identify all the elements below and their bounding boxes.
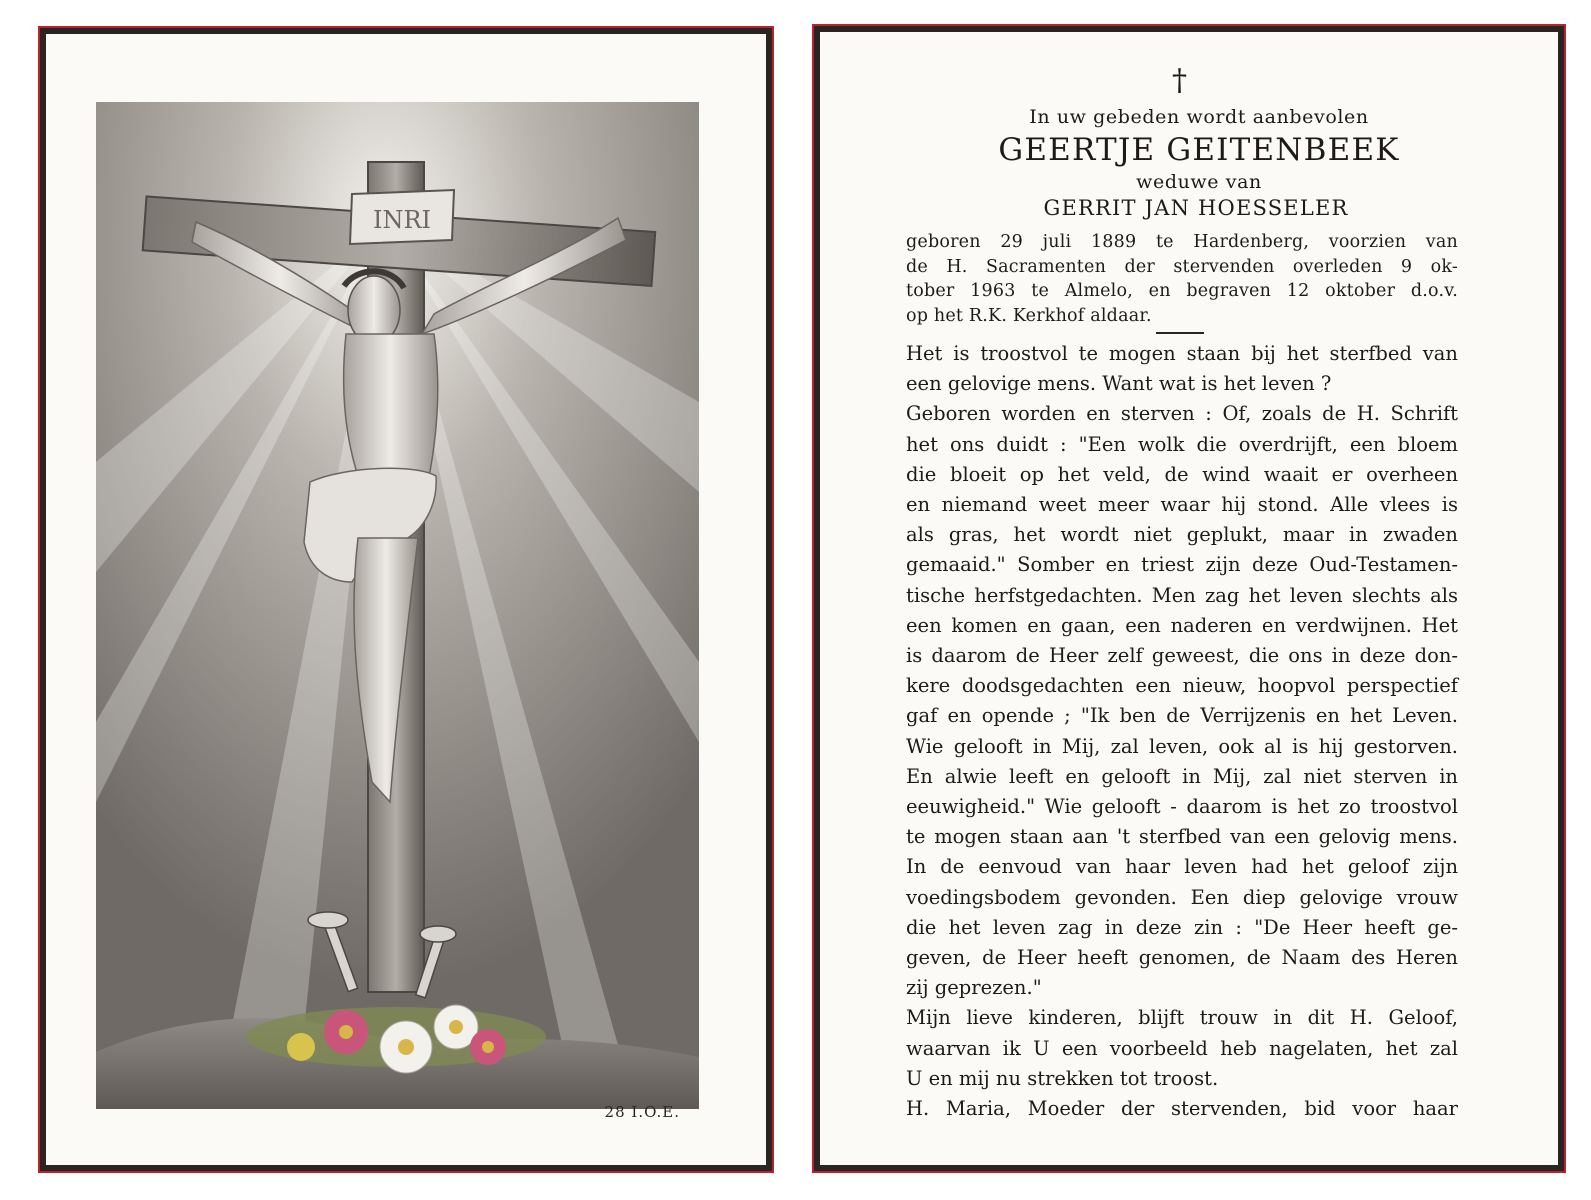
text-line: tische herfstgedachten. Men zag het leven slechts als [906,583,1458,607]
text-line: is daarom de Heer zelf geweest, die ons in deze don- [906,644,1458,668]
text-line: als gras, het wordt niet geplukt, maar in zwaden [906,523,1458,547]
bio-line: tober 1963 te Almelo, en begraven 12 oktober d.o.v. [906,281,1458,301]
meditation-text [906,339,1458,1124]
text-line: het ons duidt : "Een wolk die overdrijft, een bloem [906,432,1458,456]
text-line: waarvan ik U een voorbeeld heb nagelaten, het zal [906,1036,1458,1060]
memorial-card-front [40,28,772,1171]
text-line: H. Maria, Moeder der stervenden, bid voor haar [906,1097,1458,1121]
text-line: te mogen staan aan 't sterfbed van een gelovig mens. [906,825,1458,849]
text-line: Geboren worden en sterven : Of, zoals de H. Schrift [906,402,1458,426]
text-line: Het is troostvol te mogen staan bij het sterfbed van [906,342,1458,365]
text-line: En alwie leeft en gelooft in Mij, zal niet sterven in [906,764,1458,788]
text-line: en niemand weet meer waar hij stond. Alle vlees is [906,493,1458,517]
intro-line: In uw gebeden wordt aanbevolen [1029,106,1369,128]
inri-inscription: INRI [372,206,432,234]
text-line: geven, de Heer heeft genomen, de Naam des Heren [906,946,1458,970]
bio-line: op het R.K. Kerkhof aldaar. [906,305,1152,326]
text-line: die bloeit op het veld, de wind waait er overheen [906,462,1458,486]
relation-line: weduwe van [1136,171,1262,193]
text-line: een gelovige mens. Want wat is het leven ? [906,372,1332,396]
text-line: kere doodsgedachten een nieuw, hoopvol perspectief [906,674,1458,698]
memorial-card-text [814,26,1564,1171]
deceased-name: GEERTJE GEITENBEEK [998,132,1400,168]
text-line: gaf en opende ; "Ik ben de Verrijzenis en het Leven. [906,704,1458,728]
cross-icon: † [1172,63,1187,98]
biography-block [906,230,1458,328]
text-line: U en mij nu strekken tot troost. [906,1066,1219,1090]
bio-line: geboren 29 juli 1889 te Hardenberg, voorzien van [906,232,1458,252]
bio-line: de H. Sacramenten der stervenden overleden 9 ok- [906,256,1458,277]
print-code: 28 I.O.E. [604,1103,680,1121]
text-line: Wie gelooft in Mij, zal leven, ook al is hij gestorven. [906,734,1458,758]
crucifix-image [96,102,699,1109]
text-line: In de eenvoud van haar leven had het geloof zijn [906,855,1458,879]
text-line: eeuwigheid." Wie gelooft - daarom is het zo troostvol [906,795,1458,819]
text-line: een komen en gaan, een naderen en verdwijnen. Het [906,613,1458,637]
text-line: Mijn lieve kinderen, blijft trouw in dit H. Geloof, [906,1006,1458,1030]
text-line: die het leven zag in deze zin : "De Heer heeft ge- [906,915,1458,939]
spouse-name: GERRIT JAN HOESSELER [1043,196,1349,220]
text-line: gemaaid." Somber en triest zijn deze Oud-Testamen- [906,553,1458,577]
divider-rule [1156,332,1204,334]
text-line: zij geprezen." [906,976,1042,1000]
text-line: voedingsbodem gevonden. Een diep gelovige vrouw [906,885,1458,909]
crucifix-illustration [96,102,699,1109]
